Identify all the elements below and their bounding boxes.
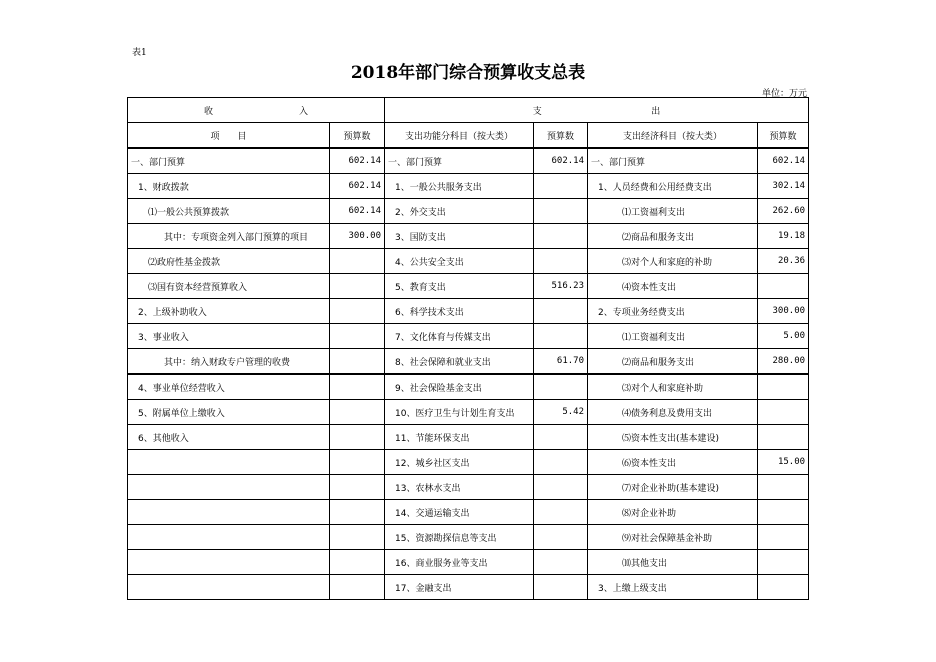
budget-table [127,97,809,600]
income-budget-cell [330,575,385,600]
table-row [128,450,809,475]
col-item-header: 项 目 [128,123,330,149]
econ-item-cell: ⑴工资福利支出 [588,324,758,349]
econ-budget-cell [758,575,809,600]
income-item-cell: ⑵政府性基金拨款 [128,249,330,274]
col-budget3-header: 预算数 [758,123,809,149]
func-budget-cell: 602.14 [534,148,588,174]
income-budget-cell [330,450,385,475]
page-title: 2018年部门综合预算收支总表 [350,63,586,83]
econ-item-cell: ⑶对个人和家庭补助 [588,374,758,400]
income-item-cell [128,450,330,475]
func-budget-cell: 516.23 [534,274,588,299]
income-budget-cell [330,475,385,500]
income-item-cell: 其中：专项资金列入部门预算的项目 [128,224,330,249]
col-budget1-header: 预算数 [330,123,385,149]
econ-budget-cell: 280.00 [758,349,809,375]
income-budget-cell [330,349,385,375]
func-item-cell: 4、公共安全支出 [385,249,534,274]
table-row [128,349,809,375]
expense-header-left: 支 [532,106,542,117]
expense-header-right: 出 [651,106,661,117]
econ-item-cell: ⑵商品和服务支出 [588,224,758,249]
econ-budget-cell [758,525,809,550]
econ-budget-cell: 262.60 [758,199,809,224]
econ-budget-cell: 602.14 [758,148,809,174]
income-item-cell: 1、财政拨款 [128,174,330,199]
table-row [128,575,809,600]
income-budget-cell [330,324,385,349]
expense-header [385,98,809,123]
income-item-cell: ⑴一般公共预算拨款 [128,199,330,224]
func-item-cell: 12、城乡社区支出 [385,450,534,475]
income-budget-cell [330,249,385,274]
income-budget-cell: 602.14 [330,174,385,199]
func-budget-cell [534,299,588,324]
func-budget-cell [534,450,588,475]
func-item-cell: 15、资源勘探信息等支出 [385,525,534,550]
func-item-cell: 17、金融支出 [385,575,534,600]
econ-item-cell: ⑻对企业补助 [588,500,758,525]
econ-item-cell: ⑴工资福利支出 [588,199,758,224]
table-row [128,249,809,274]
income-budget-cell: 300.00 [330,224,385,249]
func-item-cell: 一、部门预算 [385,148,534,174]
func-item-cell: 13、农林水支出 [385,475,534,500]
income-budget-cell [330,274,385,299]
table-row [128,299,809,324]
table-row [128,550,809,575]
table-header-row-2 [128,123,809,149]
func-budget-cell [534,550,588,575]
table-row [128,174,809,199]
income-budget-cell: 602.14 [330,148,385,174]
econ-budget-cell [758,500,809,525]
func-budget-cell: 5.42 [534,400,588,425]
func-item-cell: 1、一般公共服务支出 [385,174,534,199]
econ-item-cell: 2、专项业务经费支出 [588,299,758,324]
func-item-cell: 5、教育支出 [385,274,534,299]
col-econ-header: 支出经济科目（按大类） [588,123,758,149]
table-row [128,475,809,500]
econ-item-cell: ⑷债务利息及费用支出 [588,400,758,425]
func-item-cell: 7、文化体育与传媒支出 [385,324,534,349]
table-row [128,525,809,550]
func-budget-cell: 61.70 [534,349,588,375]
income-budget-cell [330,500,385,525]
econ-budget-cell [758,400,809,425]
econ-budget-cell [758,425,809,450]
func-budget-cell [534,374,588,400]
table-row [128,324,809,349]
income-item-cell [128,525,330,550]
income-header [128,98,385,123]
econ-item-cell: ⑷资本性支出 [588,274,758,299]
table-row [128,400,809,425]
econ-item-cell: ⑸资本性支出(基本建设) [588,425,758,450]
econ-budget-cell [758,475,809,500]
econ-budget-cell: 5.00 [758,324,809,349]
func-budget-cell [534,475,588,500]
econ-item-cell: 1、人员经费和公用经费支出 [588,174,758,199]
func-budget-cell [534,525,588,550]
table-row [128,224,809,249]
income-item-cell [128,500,330,525]
func-budget-cell [534,425,588,450]
func-budget-cell [534,199,588,224]
func-item-cell: 9、社会保险基金支出 [385,374,534,400]
unit-label: 单位：万元 [761,89,807,99]
econ-item-cell: ⑹资本性支出 [588,450,758,475]
func-item-cell: 3、国防支出 [385,224,534,249]
income-budget-cell [330,425,385,450]
income-budget-cell [330,299,385,324]
func-budget-cell [534,224,588,249]
table-row [128,274,809,299]
func-item-cell: 10、医疗卫生与计划生育支出 [385,400,534,425]
func-item-cell: 6、科学技术支出 [385,299,534,324]
table-row [128,374,809,400]
func-budget-cell [534,575,588,600]
income-header-left: 收 [203,106,213,117]
econ-item-cell: 3、上缴上级支出 [588,575,758,600]
income-header-right: 入 [298,106,308,117]
func-budget-cell [534,174,588,199]
sheet-label: 表1 [132,48,147,58]
income-budget-cell: 602.14 [330,199,385,224]
func-item-cell: 2、外交支出 [385,199,534,224]
table-row [128,199,809,224]
econ-budget-cell [758,550,809,575]
income-item-cell [128,550,330,575]
econ-budget-cell: 15.00 [758,450,809,475]
econ-item-cell: ⑽其他支出 [588,550,758,575]
col-budget2-header: 预算数 [534,123,588,149]
income-budget-cell [330,374,385,400]
econ-budget-cell: 20.36 [758,249,809,274]
table-header-row-1 [128,98,809,123]
func-budget-cell [534,324,588,349]
func-item-cell: 11、节能环保支出 [385,425,534,450]
econ-budget-cell: 19.18 [758,224,809,249]
func-item-cell: 16、商业服务业等支出 [385,550,534,575]
econ-budget-cell [758,374,809,400]
econ-budget-cell: 300.00 [758,299,809,324]
income-item-cell: 其中：纳入财政专户管理的收费 [128,349,330,375]
econ-item-cell: ⑺对企业补助(基本建设) [588,475,758,500]
func-item-cell: 8、社会保障和就业支出 [385,349,534,375]
income-item-cell: 5、附属单位上缴收入 [128,400,330,425]
table-row [128,148,809,174]
income-budget-cell [330,550,385,575]
income-item-cell: ⑶国有资本经营预算收入 [128,274,330,299]
table-row [128,500,809,525]
income-budget-cell [330,400,385,425]
func-budget-cell [534,500,588,525]
econ-budget-cell: 302.14 [758,174,809,199]
income-item-cell: 一、部门预算 [128,148,330,174]
econ-item-cell: 一、部门预算 [588,148,758,174]
income-item-cell: 4、事业单位经营收入 [128,374,330,400]
income-item-cell [128,475,330,500]
func-item-cell: 14、交通运输支出 [385,500,534,525]
table-row [128,425,809,450]
income-item-cell: 3、事业收入 [128,324,330,349]
income-item-cell: 2、上级补助收入 [128,299,330,324]
income-item-cell: 6、其他收入 [128,425,330,450]
econ-item-cell: ⑼对社会保障基金补助 [588,525,758,550]
econ-item-cell: ⑵商品和服务支出 [588,349,758,375]
income-budget-cell [330,525,385,550]
col-func-header: 支出功能分科目（按大类） [385,123,534,149]
func-budget-cell [534,249,588,274]
income-item-cell [128,575,330,600]
econ-item-cell: ⑶对个人和家庭的补助 [588,249,758,274]
econ-budget-cell [758,274,809,299]
